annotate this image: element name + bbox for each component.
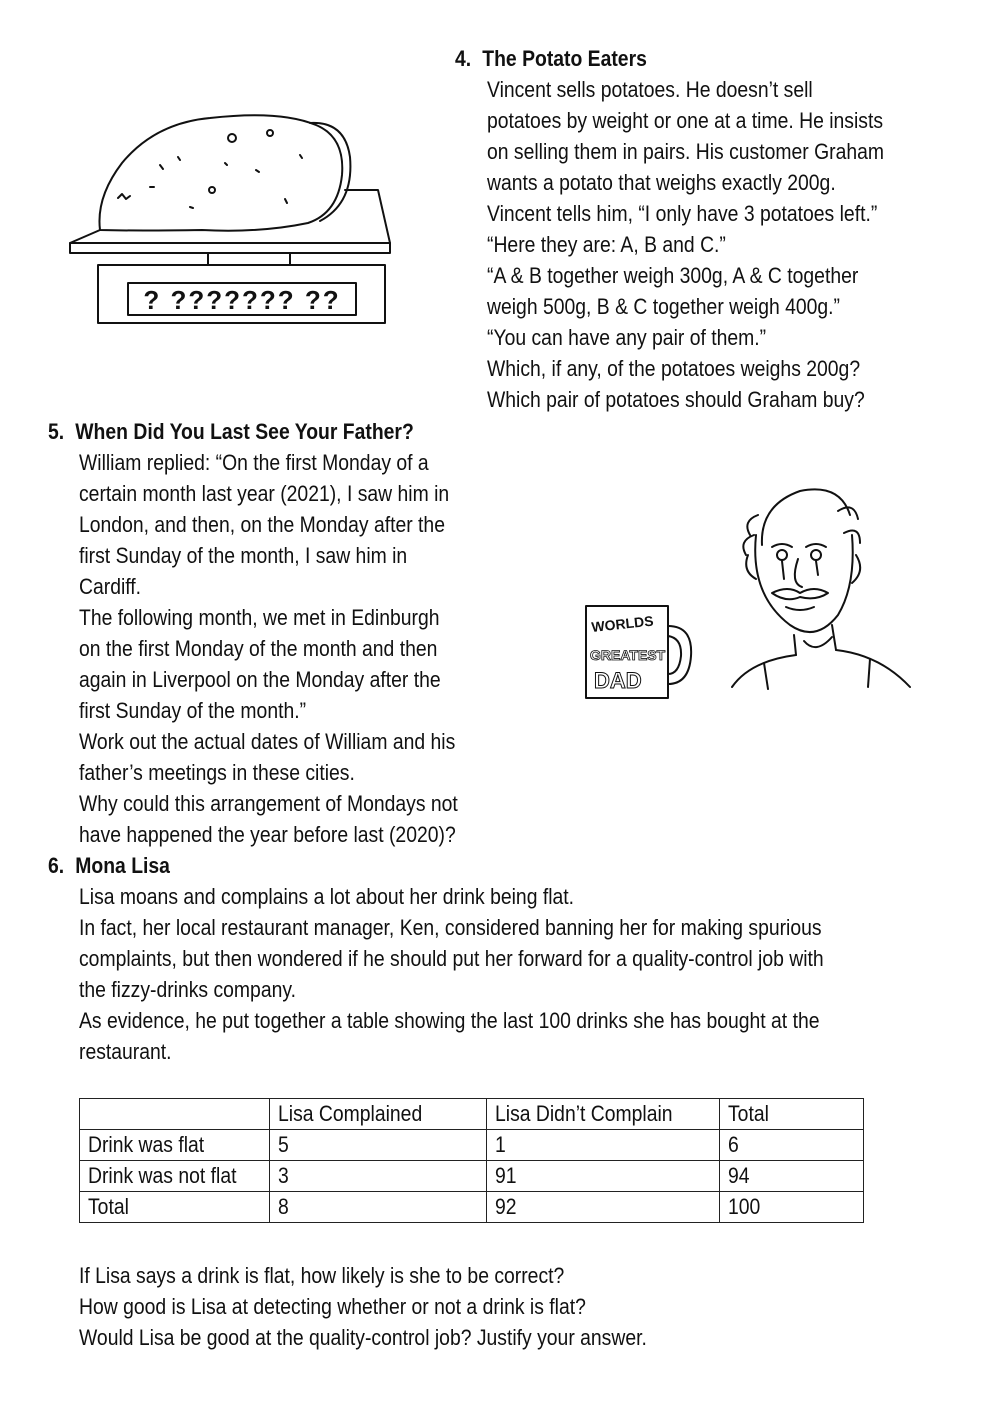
table-cell: 91 — [487, 1161, 720, 1192]
q4-line: “Here they are: A, B and C.” — [487, 232, 726, 257]
q5-line: Cardiff. — [79, 574, 142, 599]
q5-line: Why could this arrangement of Mondays not — [79, 791, 458, 816]
q5-line: father’s meetings in these cities. — [79, 760, 355, 785]
q5-line: first Sunday of the month.” — [79, 698, 307, 723]
q5-heading — [48, 416, 414, 447]
q6-line: In fact, her local restaurant manager, Ken, considered banning her for making spurious — [79, 915, 822, 940]
q4-heading — [455, 43, 647, 74]
mug-text-line: WORLDS — [590, 612, 655, 635]
table-cell: Drink was flat — [80, 1130, 270, 1161]
q4-line: potatoes by weight or one at a time. He insists — [487, 108, 884, 133]
q6-line: complaints, but then wondered if he should put her forward for a quality-control job with — [79, 946, 824, 971]
q6-number: 6. — [48, 853, 65, 878]
father-illustration — [720, 475, 920, 690]
mug-illustration — [578, 598, 703, 710]
q4-line: “A & B together weigh 300g, A & C together — [487, 263, 859, 288]
table-cell: 92 — [487, 1192, 720, 1223]
drinks-table — [79, 1098, 864, 1223]
q5-line: William replied: “On the first Monday of a — [79, 450, 429, 475]
q5-line: London, and then, on the Monday after the — [79, 512, 445, 537]
table-header-cell: Lisa Complained — [270, 1099, 487, 1130]
q6-question: Would Lisa be good at the quality-control job? Justify your answer. — [79, 1325, 647, 1350]
q4-line: Vincent sells potatoes. He doesn’t sell — [487, 77, 813, 102]
q4-line: Which, if any, of the potatoes weighs 200g? — [487, 356, 861, 381]
table-cell: Total — [80, 1192, 270, 1223]
q4-line: weigh 500g, B & C together weigh 400g.” — [487, 294, 841, 319]
q4-line: Vincent tells him, “I only have 3 potatoes left.” — [487, 201, 878, 226]
q6-line: the fizzy-drinks company. — [79, 977, 296, 1002]
potato-scale-illustration — [60, 95, 400, 340]
q5-line: first Sunday of the month, I saw him in — [79, 543, 408, 568]
table-header-row — [80, 1099, 864, 1130]
table-cell: 100 — [720, 1192, 864, 1223]
q6-question: If Lisa says a drink is flat, how likely is she to be correct? — [79, 1263, 565, 1288]
table-row — [80, 1192, 864, 1223]
q4-line: “You can have any pair of them.” — [487, 325, 767, 350]
q4-line: Which pair of potatoes should Graham buy? — [487, 387, 865, 412]
q6-question: How good is Lisa at detecting whether or not a drink is flat? — [79, 1294, 586, 1319]
table-cell: 1 — [487, 1130, 720, 1161]
q5-line: certain month last year (2021), I saw him in — [79, 481, 450, 506]
table-cell: 8 — [270, 1192, 487, 1223]
q5-line: again in Liverpool on the Monday after the — [79, 667, 441, 692]
mug-text-line: DAD — [594, 668, 642, 693]
q6-line: restaurant. — [79, 1039, 172, 1064]
table-row — [80, 1161, 864, 1192]
q6-line: Lisa moans and complains a lot about her drink being flat. — [79, 884, 575, 909]
q6-heading — [48, 850, 170, 881]
mug-text-line: GREATEST — [590, 647, 666, 663]
q4-number: 4. — [455, 46, 472, 71]
q5-line: have happened the year before last (2020)? — [79, 822, 456, 847]
q6-title: Mona Lisa — [75, 853, 170, 878]
q4-title: The Potato Eaters — [482, 46, 647, 71]
q5-number: 5. — [48, 419, 65, 444]
table-cell: 5 — [270, 1130, 487, 1161]
table-cell: 6 — [720, 1130, 864, 1161]
q5-title: When Did You Last See Your Father? — [75, 419, 414, 444]
table-row — [80, 1130, 864, 1161]
q6-line: As evidence, he put together a table showing the last 100 drinks she has bought at the — [79, 1008, 820, 1033]
table-cell: Drink was not flat — [80, 1161, 270, 1192]
q5-line: The following month, we met in Edinburgh — [79, 605, 440, 630]
table-cell: 3 — [270, 1161, 487, 1192]
table-cell: 94 — [720, 1161, 864, 1192]
q4-line: wants a potato that weighs exactly 200g. — [487, 170, 836, 195]
q4-line: on selling them in pairs. His customer Graham — [487, 139, 885, 164]
table-header-cell: Total — [720, 1099, 864, 1130]
table-header-cell: Lisa Didn’t Complain — [487, 1099, 720, 1130]
table-header-cell — [80, 1099, 270, 1130]
q5-line: on the first Monday of the month and then — [79, 636, 438, 661]
q5-line: Work out the actual dates of William and his — [79, 729, 456, 754]
scale-display-text: ? ??????? ?? — [143, 285, 341, 315]
